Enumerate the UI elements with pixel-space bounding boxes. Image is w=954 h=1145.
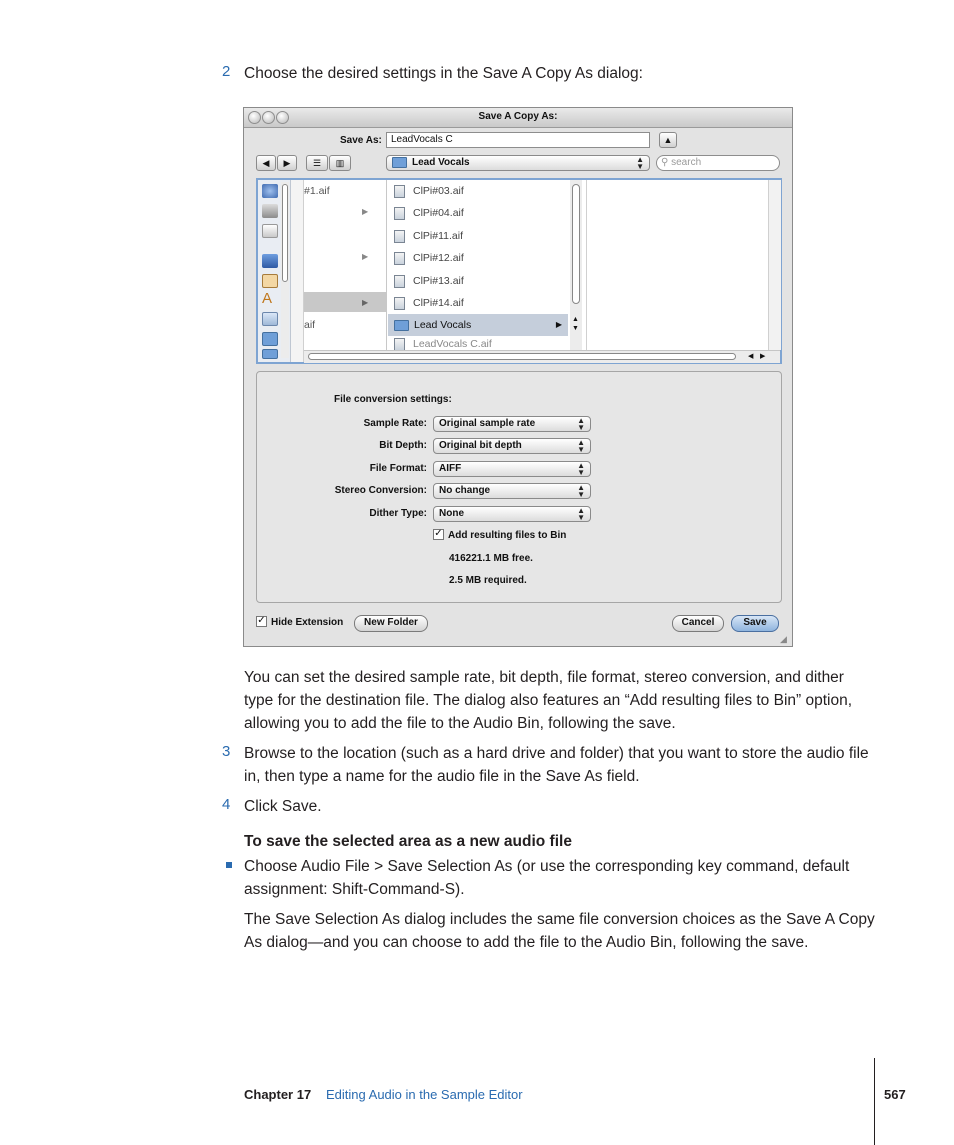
file-item[interactable] <box>394 225 463 247</box>
chevron-right-icon: ▶ <box>362 252 369 261</box>
save-button[interactable]: Save <box>731 615 779 632</box>
dither-type-value: None <box>439 508 464 519</box>
location-popup-label: Lead Vocals <box>412 157 470 169</box>
forward-button[interactable]: ▶ <box>277 155 297 171</box>
disk-icon[interactable] <box>262 224 278 238</box>
audio-file-icon <box>394 207 405 220</box>
file-name: LeadVocals C.aif <box>413 338 492 350</box>
file-item[interactable] <box>394 202 464 224</box>
list-item[interactable]: #1.aif <box>304 185 330 197</box>
location-popup[interactable] <box>386 155 650 171</box>
save-as-label: Save As: <box>340 135 382 146</box>
sidebar-scroll-thumb[interactable] <box>282 184 288 282</box>
selected-row[interactable] <box>304 292 386 312</box>
cancel-button[interactable]: Cancel <box>672 615 724 632</box>
audio-file-icon <box>394 185 405 198</box>
popup-arrows-icon: ▲ ▼ <box>577 506 585 522</box>
column-scroll-thumb[interactable] <box>572 184 580 304</box>
file-item[interactable] <box>394 247 464 269</box>
folder-icon <box>394 320 409 331</box>
page-number: 567 <box>884 1087 906 1102</box>
search-icon: ⚲ <box>661 157 669 168</box>
sidebar <box>258 180 291 362</box>
scroll-up-arrow-icon[interactable]: ▲ <box>572 316 579 323</box>
paragraph-save-selection: The Save Selection As dialog includes the same file conversion choices as the Save A Copy As dialog—and you can choose to add the file to the Audio Bin, following the save. <box>244 911 875 951</box>
required-space-text: 2.5 MB required. <box>449 575 527 586</box>
chevron-right-icon: ▶ <box>362 207 369 216</box>
popup-arrows-icon: ▲ ▼ <box>577 461 585 477</box>
scroll-left-arrow-icon[interactable]: ◀ <box>748 353 754 360</box>
audio-file-icon <box>394 297 405 310</box>
stereo-conversion-value: No change <box>439 485 491 496</box>
scroll-down-arrow-icon[interactable]: ▼ <box>572 325 579 332</box>
settings-title: File conversion settings: <box>334 394 452 405</box>
file-format-value: AIFF <box>439 463 462 474</box>
file-name: ClPi#12.aif <box>413 252 464 264</box>
dither-type-popup[interactable] <box>433 506 591 522</box>
add-to-bin-label: Add resulting files to Bin <box>448 530 567 541</box>
desktop-icon[interactable] <box>262 254 278 268</box>
horizontal-scrollbar[interactable] <box>304 350 780 363</box>
file-browser <box>256 178 782 364</box>
file-item[interactable] <box>394 292 464 314</box>
applications-icon[interactable]: A <box>262 290 273 307</box>
file-format-popup[interactable] <box>433 461 591 477</box>
home-icon[interactable] <box>262 274 278 288</box>
step-4-text: Click Save. <box>244 798 322 815</box>
selected-folder-item[interactable] <box>388 314 568 336</box>
step-number-2: 2 <box>222 63 231 80</box>
network-icon[interactable] <box>262 184 278 198</box>
search-field[interactable] <box>656 155 780 171</box>
dither-type-label: Dither Type: <box>369 508 427 519</box>
browser-column-3 <box>586 180 767 350</box>
hard-drive-icon[interactable] <box>262 204 278 218</box>
section-heading: To save the selected area as a new audio file <box>244 833 572 850</box>
file-item[interactable] <box>394 270 464 292</box>
browser-column-1 <box>304 180 387 350</box>
list-item[interactable]: aif <box>304 319 316 331</box>
file-name: ClPi#04.aif <box>413 207 464 219</box>
sample-rate-value: Original sample rate <box>439 418 536 429</box>
folder-icon <box>392 157 407 168</box>
bullet-marker <box>226 862 232 868</box>
audio-file-icon <box>394 230 405 243</box>
search-placeholder: search <box>671 157 702 168</box>
folder-icon[interactable] <box>262 332 278 346</box>
bit-depth-popup[interactable] <box>433 438 591 454</box>
audio-file-icon <box>394 338 405 350</box>
back-button[interactable]: ◀ <box>256 155 276 171</box>
resize-grip-icon[interactable]: ◢ <box>780 634 787 644</box>
chevron-right-icon: ▶ <box>555 320 562 329</box>
file-item[interactable] <box>394 180 464 202</box>
list-view-button[interactable]: ☰ <box>306 155 328 171</box>
file-name: ClPi#03.aif <box>413 185 464 197</box>
bit-depth-value: Original bit depth <box>439 440 522 451</box>
file-name: ClPi#13.aif <box>413 275 464 287</box>
chevron-right-icon: ▶ <box>362 298 369 307</box>
column-scrollbar[interactable] <box>570 180 582 350</box>
stereo-conversion-popup[interactable] <box>433 483 591 499</box>
dialog-title: Save A Copy As: <box>478 111 558 122</box>
popup-arrows-icon: ▲ ▼ <box>577 483 585 499</box>
file-name: ClPi#14.aif <box>413 297 464 309</box>
expand-collapse-button[interactable]: ▲ <box>659 132 677 148</box>
file-format-label: File Format: <box>369 463 427 474</box>
stereo-conversion-label: Stereo Conversion: <box>334 485 427 496</box>
dialog-titlebar <box>244 108 792 128</box>
popup-arrows-icon: ▲ ▼ <box>577 438 585 454</box>
column-resize-strip[interactable] <box>291 180 304 362</box>
popup-arrows-icon: ▲ ▼ <box>636 155 644 171</box>
paragraph-dialog-options: You can set the desired sample rate, bit depth, file format, stereo conversion, and dither type for the destination file. The dialog also features an “Add resulting files to Bin” option, allowing you to add the file to the Audio Bin, following the save. <box>244 669 853 732</box>
footer-chapter: Chapter 17 <box>244 1087 312 1102</box>
popup-arrows-icon: ▲ ▼ <box>577 416 585 432</box>
step-number-3: 3 <box>222 743 231 760</box>
bullet-text: Choose Audio File > Save Selection As (or use the corresponding key command, default assignment: Shift-Command-S). <box>244 858 850 898</box>
audio-file-icon <box>394 275 405 288</box>
sample-rate-popup[interactable] <box>433 416 591 432</box>
file-conversion-settings-panel <box>256 371 782 603</box>
add-to-bin-checkbox[interactable]: ✓ <box>434 528 443 539</box>
scroll-right-arrow-icon[interactable]: ▶ <box>760 353 766 360</box>
save-a-copy-as-dialog <box>243 107 793 647</box>
footer-chapter-title: Editing Audio in the Sample Editor <box>326 1087 523 1102</box>
step-2-text: Choose the desired settings in the Save A Copy As dialog: <box>244 65 643 82</box>
bit-depth-label: Bit Depth: <box>379 440 427 451</box>
file-name: ClPi#11.aif <box>413 230 463 242</box>
step-number-4: 4 <box>222 796 231 813</box>
new-folder-button[interactable]: New Folder <box>354 615 428 632</box>
save-as-field[interactable]: LeadVocals C <box>386 132 650 148</box>
folder-icon[interactable] <box>262 349 278 359</box>
footer-divider <box>874 1058 875 1145</box>
column-view-button[interactable]: ▥ <box>329 155 351 171</box>
hide-extension-label: Hide Extension <box>271 617 344 628</box>
horizontal-scroll-thumb[interactable] <box>308 353 736 360</box>
audio-file-icon <box>394 252 405 265</box>
file-item[interactable] <box>394 336 492 350</box>
folder-name: Lead Vocals <box>414 319 472 331</box>
step-3-text: Browse to the location (such as a hard drive and folder) that you want to store the audio file in, then type a name for the audio file in the Save As field. <box>244 745 869 785</box>
hide-extension-checkbox[interactable]: ✓ <box>257 615 266 626</box>
browser-right-edge <box>768 180 781 350</box>
free-space-text: 416221.1 MB free. <box>449 553 533 564</box>
sample-rate-label: Sample Rate: <box>363 418 427 429</box>
sidebar-scrollbar[interactable] <box>281 182 289 358</box>
documents-icon[interactable] <box>262 312 278 326</box>
browser-column-2 <box>388 180 584 350</box>
